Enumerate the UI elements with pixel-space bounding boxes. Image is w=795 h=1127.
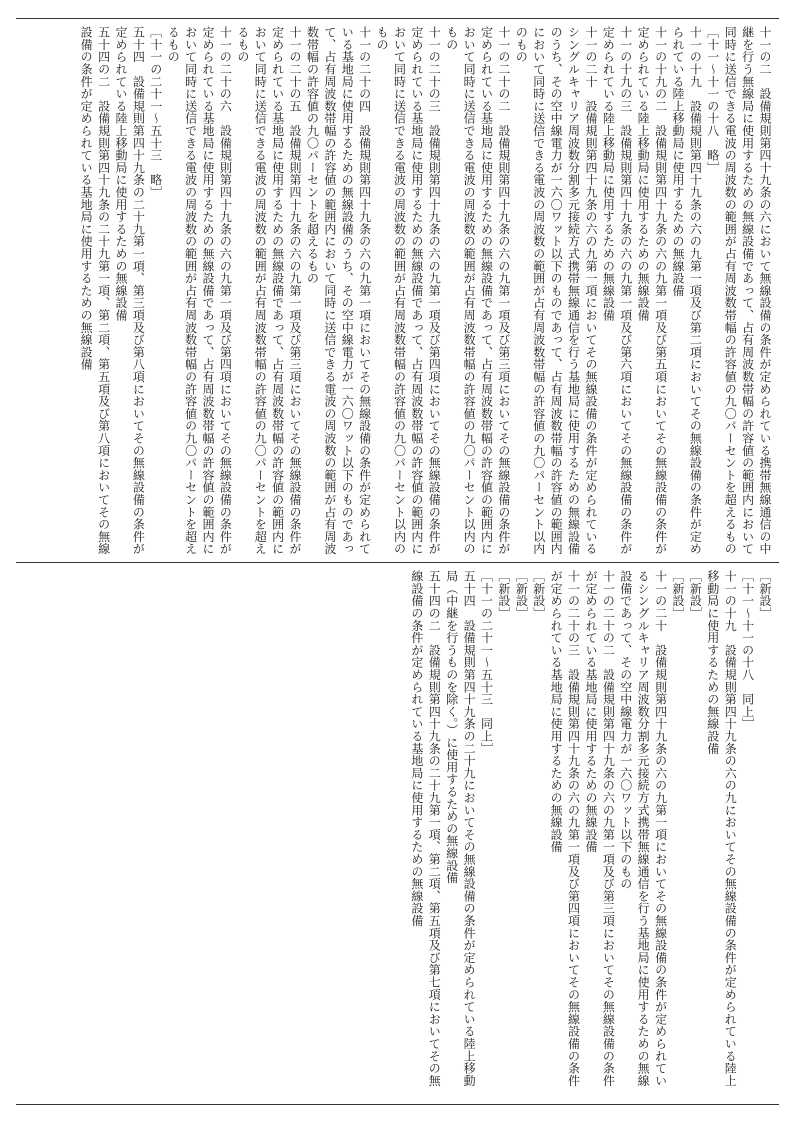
provision-54-2: 五十四の二 設備規則第四十九条の二十九第一項、第二項、第五項及び第七項においてその無線設備の条件が定められている基地局に使用するための無線設備 [409, 570, 442, 1087]
provision-11-20-2: 十一の二十の二 設備規則第四十九条の六の九第一項及び第三項においてその無線設備の条件が定められている基地局に使用するための無線設備であって、占有周波数帯幅の許容値の範囲内において同時に送信できる電波の周波数の範囲が占有周波数帯幅の許容値の九〇パーセント以内のもの [444, 26, 511, 555]
provision-54: 五十四 設備規則第四十九条の二十九第一項、第三項及び第八項においてその無線設備の条件が定められている陸上移動局に使用するための無線設備 [113, 26, 146, 555]
provision-11-to-11-18-omitted: ［十一～十一の十八 略］ [705, 26, 720, 174]
provision-11-19: 十一の十九 設備規則第四十九条の六の九においてその無線設備の条件が定められている陸上移動局に使用するための無線設備 [705, 570, 738, 1087]
new-provision-marker: ［新設］ [496, 570, 511, 620]
new-provision-marker: ［新設］ [531, 570, 546, 620]
provision-11-20-5: 十一の二十の五 設備規則第四十九条の六の九第一項及び第三項においてその無線設備の条件が定められている基地局に使用するための無線設備であって、占有周波数帯幅の許容値の範囲内において同時に送信できる電波の周波数の範囲が占有周波数帯幅の許容値の九〇パーセントを超えるもの [235, 26, 303, 555]
provision-11-20-4: 十一の二十の四 設備規則第四十九条の六の九第一項においてその無線設備の条件が定められている基地局に使用するための無線設備のうち、その空中線電力が一六〇ワット以下のものであって、占有周波数帯幅の許容値の範囲内において同時に送信できる電波の周波数の範囲が占有周波数帯幅の許容値の九〇パーセントを超えるもの [305, 26, 372, 555]
provision-11-19: 十一の十九 設備規則第四十九条の六の九第一項及び第二項においてその無線設備の条件が定められている陸上移動局に使用するための無線設備 [670, 26, 703, 555]
provision-11-to-11-18-same: ［十一～十一の十八 同上］ [740, 570, 755, 730]
new-provision-marker: ［新設］ [758, 570, 772, 620]
provision-11-21-to-53-omitted: ［十一の二十一～五十三 略］ [148, 26, 163, 199]
new-provision-marker: ［新設］ [514, 570, 529, 620]
provision-11-2: 十一の二 設備規則第四十九条の六において無線設備の条件が定められている携帯無線通信の中継を行う無線局に使用するための無線設備であって、占有周波数帯幅の許容値の範囲内において同時に送信できる電波の周波数の範囲が占有周波数帯幅の許容値の九〇パーセントを超えるもの [723, 26, 772, 555]
middle-rule [16, 562, 779, 563]
provision-11-20: 十一の二十 設備規則第四十九条の六の九第一項においてその無線設備の条件が定められているシングルキャリア周波数分割多元接続方式携帯無線通信を行う基地局に使用するための無線設備であって、その空中線電力が一六〇ワット以下のもの [618, 570, 668, 1087]
provision-54-2: 五十四の二 設備規則第四十九条の二十九第一項、第二項、第五項及び第八項においてその無線設備の条件が定められている基地局に使用するための無線設備 [79, 26, 111, 555]
new-provision-marker: ［新設］ [688, 570, 703, 620]
amended-text-panel [22, 26, 773, 556]
provision-11-20-6: 十一の二十の六 設備規則第四十九条の六の九第一項及び第四項においてその無線設備の条件が定められている基地局に使用するための無線設備であって、占有周波数帯幅の許容値の範囲内において同時に送信できる電波の周波数の範囲が占有周波数帯幅の許容値の九〇パーセントを超えるもの [166, 26, 233, 555]
top-rule [16, 18, 779, 19]
provision-11-20-3: 十一の二十の三 設備規則第四十九条の六の九第一項及び第四項においてその無線設備の条件が定められている基地局に使用するための無線設備であって、占有周波数帯幅の許容値の範囲内において同時に送信できる電波の周波数の範囲が占有周波数帯幅の許容値の九〇パーセント以内のもの [375, 26, 442, 555]
provision-11-20-2: 十一の二十の二 設備規則第四十九条の六の九第一項及び第三項においてその無線設備の条件が定められている基地局に使用するための無線設備 [583, 570, 616, 1087]
bottom-rule [16, 1104, 779, 1105]
provision-11-20-3: 十一の二十の三 設備規則第四十九条の六の九第一項及び第四項においてその無線設備の条件が定められている基地局に使用するための無線設備 [549, 570, 581, 1087]
provision-11-19-2: 十一の十九の二 設備規則第四十九条の六の九第一項及び第五項においてその無線設備の条件が定められている陸上移動局に使用するための無線設備 [636, 26, 668, 555]
provision-11-21-to-53-same: ［十一の二十一～五十三 同上］ [479, 570, 494, 755]
provision-54: 五十四 設備規則第四十九条の二十九においてその無線設備の条件が定められている陸上移動局（中継を行うものを除く。）に使用するための無線設備 [444, 570, 477, 1087]
current-text-panel [22, 570, 773, 1098]
provision-11-19-3: 十一の十九の三 設備規則第四十九条の六の九第一項及び第六項においてその無線設備の条件が定められている陸上移動局に使用するための無線設備 [601, 26, 633, 555]
new-provision-marker: ［新設］ [670, 570, 685, 620]
provision-11-20: 十一の二十 設備規則第四十九条の六の九第一項においてその無線設備の条件が定められているシングルキャリア周波数分割多元接続方式携帯無線通信を行う基地局に使用するための無線設備のうち、その空中線電力が一六〇ワット以下のものであって、占有周波数帯幅の許容値の範囲内において同時に送信できる電波の周波数の範囲が占有周波数帯幅の許容値の九〇パーセント以内のもの [514, 26, 598, 555]
